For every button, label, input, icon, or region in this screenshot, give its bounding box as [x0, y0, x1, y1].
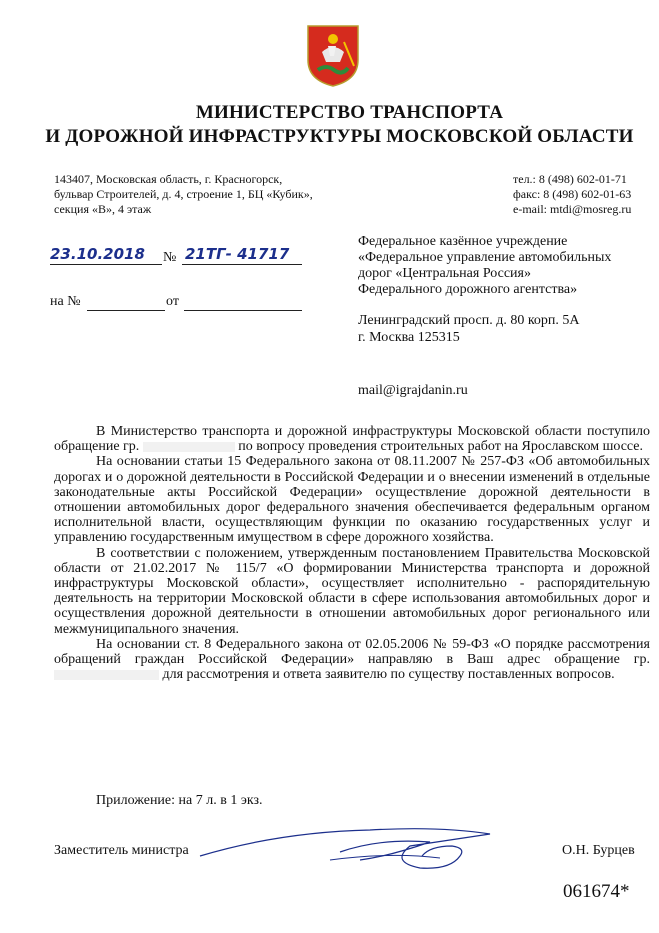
moscow-oblast-coat-of-arms-icon: [300, 22, 366, 88]
address-line: секция «В», 4 этаж: [54, 202, 152, 216]
recipient-address: [358, 312, 580, 346]
attachment-note: Приложение: на 7 л. в 1 экз.: [96, 793, 263, 808]
ministry-contacts: [513, 172, 633, 217]
reference-label: на №: [50, 294, 81, 309]
letter-body: [54, 424, 650, 682]
date-underline: [50, 264, 162, 265]
recipient-line: Федеральное казённое учреждение: [358, 234, 568, 249]
handwritten-signature: [190, 812, 510, 882]
recipient-line: Федерального дорожного агентства»: [358, 282, 578, 297]
recipient-line: дорог «Центральная Россия»: [358, 266, 531, 281]
reference-date-line: [184, 310, 302, 311]
number-underline: [182, 264, 302, 265]
paragraph: В соответствии с положением, утвержденным постановлением Правительства Московской области от 21.02.2017 № 115/7 «О формировании Министерства транспорта и дорожной инфраструктуры Московской области», осуществляет исполнительно - распорядительную деятельность на территории Московской области в сфере использования автомобильных дорог и осуществления дорожной деятельности в отношении автомобильных дорог регионального или межмуниципального значения.: [54, 545, 650, 637]
recipient-organization: [358, 234, 648, 298]
ministry-title-line-1: МИНИСТЕРСТВО ТРАНСПОРТА: [195, 102, 504, 123]
phone: тел.: 8 (498) 602-01-71: [513, 172, 627, 186]
address-line: бульвар Строителей, д. 4, строение 1, БЦ «Кубик»,: [54, 187, 313, 201]
reference-from-label: от: [166, 294, 179, 309]
recipient-email: mail@igrajdanin.ru: [358, 383, 468, 398]
paragraph: На основании ст. 8 Федерального закона от 02.05.2006 № 59-ФЗ «О порядке рассмотрения обращений граждан Российской Федерации» направляю в Ваш адрес обращение гр. для рассмотрения и ответа заявителю по существу поставленных вопросов.: [54, 636, 650, 683]
number-label: №: [163, 250, 177, 265]
recipient-address-line: Ленинградский просп. д. 80 корп. 5А: [358, 313, 580, 328]
recipient-address-line: г. Москва 125315: [358, 330, 460, 345]
fax: факс: 8 (498) 602-01-63: [513, 187, 632, 201]
email: e-mail: mtdi@mosreg.ru: [513, 202, 632, 216]
redacted-name: [143, 442, 235, 452]
registration-number: 21ТГ- 41717: [185, 245, 290, 263]
registration-date: 23.10.2018: [50, 245, 145, 263]
ministry-address: [54, 172, 313, 217]
paragraph: В Министерство транспорта и дорожной инфраструктуры Московской области поступило обращение гр. по вопросу проведения строительных работ на Ярославском шоссе.: [54, 424, 650, 455]
redacted-name: [54, 670, 159, 680]
document-number: 061674*: [563, 881, 630, 902]
address-line: 143407, Московская область, г. Красногорск,: [54, 172, 283, 186]
paragraph: На основании статьи 15 Федерального закона от 08.11.2007 № 257-ФЗ «Об автомобильных дорогах и о дорожной деятельности в Российской Федерации и о внесении изменений в отдельные законодательные акты Российской Федерации» осуществление дорожной деятельности в отношении автомобильных дорог федерального значения обеспечивается федеральным органом исполнительной власти, осуществляющим функции по оказанию государственных услуг и управлению государственным имуществом в сфере дорожного хозяйства.: [54, 454, 650, 546]
reference-number-line: [87, 310, 165, 311]
recipient-line: «Федеральное управление автомобильных: [358, 250, 612, 265]
ministry-title-line-2: И ДОРОЖНОЙ ИНФРАСТРУКТУРЫ МОСКОВСКОЙ ОБЛАСТИ: [45, 126, 634, 147]
signatory-position: Заместитель министра: [54, 843, 189, 858]
signatory-name: О.Н. Бурцев: [562, 843, 635, 858]
